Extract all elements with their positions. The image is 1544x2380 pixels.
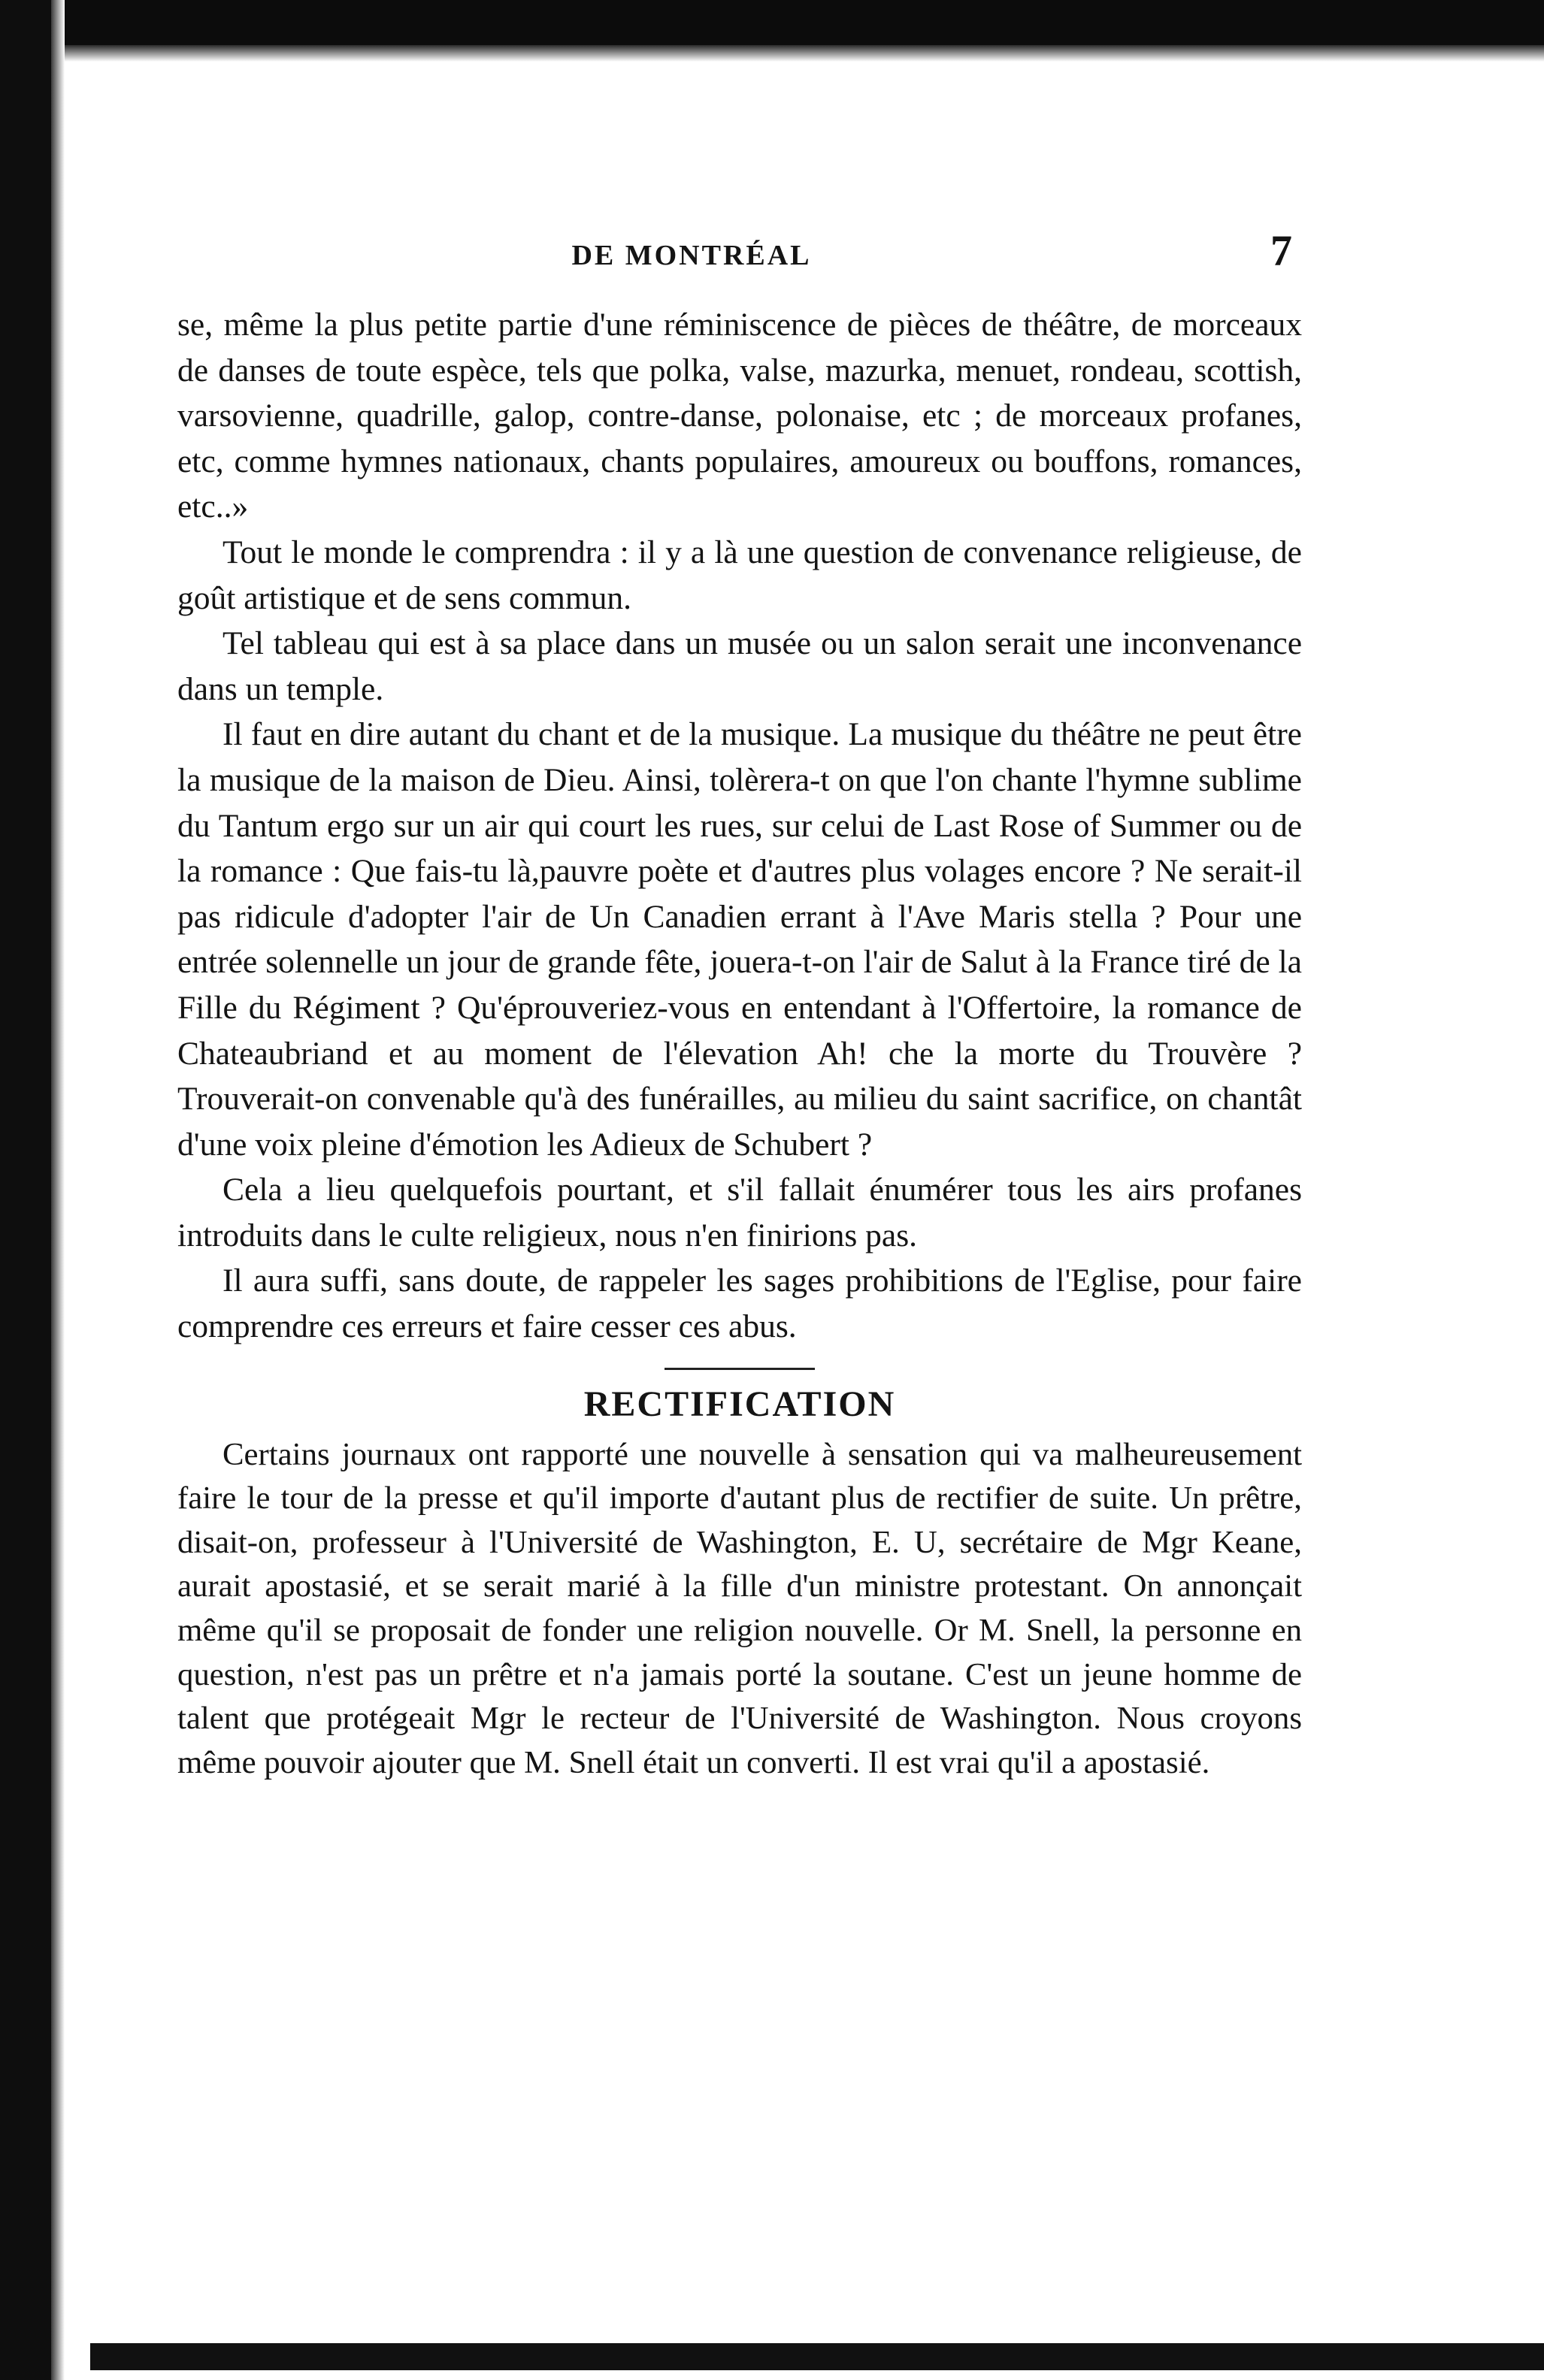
paragraph-continued: se, même la plus petite partie d'une réminiscence de pièces de théâtre, de morceaux de danses de toute espèce, tels que polka, valse, mazurka, menuet, rondeau, scottish, varsovienne, quadrille, galop, contre-danse, polonaise, etc ; de morceaux profanes, etc, comme hymnes nationaux, chants populaires, amoureux ou bouffons, romances, etc..»	[177, 307, 1302, 525]
paragraph: Cela a lieu quelquefois pourtant, et s'il fallait énumérer tous les airs profanes introduits dans le culte religieux, nous n'en finirions pas.	[177, 1172, 1302, 1254]
section-title: RECTIFICATION	[583, 1384, 896, 1424]
scan-left-border	[0, 0, 51, 2380]
running-header: DE MONTRÉAL	[571, 240, 812, 271]
paragraph: Il faut en dire autant du chant et de la musique. La musique du théâtre ne peut être la musique de la maison de Dieu. Ainsi, tolèrera-t on que l'on chante l'hymne sublime du Tantum ergo sur un air qui court les rues, sur celui de Last Rose of Summer ou de la romance : Que fais-tu là,pauvre poète et d'autres plus volages encore ? Ne serait-il pas ridicule d'adopter l'air de Un Canadien errant à l'Ave Maris stella ? Pour une entrée solennelle un jour de grande fête, jouera-t-on l'air de Salut à la France tiré de la Fille du Régiment ? Qu'éprouveriez-vous en entendant à l'Offertoire, la romance de Chateaubriand et au moment de l'élevation Ah! che la morte du Trouvère ? Trouverait-on convenable qu'à des funérailles, au milieu du saint sacrifice, on chantât d'une voix pleine d'émotion les Adieux de Schubert ?	[177, 716, 1302, 1163]
scan-bottom-border	[90, 2343, 1544, 2370]
paragraph: Tel tableau qui est à sa place dans un musée ou un salon serait une inconvenance dans un temple.	[177, 625, 1302, 707]
page-body	[177, 302, 1302, 1785]
section-paragraph: Certains journaux ont rapporté une nouvelle à sensation qui va malheureusement faire le tour de la presse et qu'il importe d'autant plus de rectifier de suite. Un prêtre, disait-on, professeur à l'Université de Washington, E. U, secrétaire de Mgr Keane, aurait apostasié, et se serait marié à la fille d'un ministre protestant. On annonçait même qu'il se proposait de fonder une religion nouvelle. Or M. Snell, la personne en question, n'est pas un prêtre et n'a jamais porté la soutane. C'est un jeune homme de talent que protégeait Mgr le recteur de l'Université de Washington. Nous croyons même pouvoir ajouter que M. Snell était un converti. Il est vrai qu'il a apostasié.	[177, 1436, 1302, 1780]
paragraph: Tout le monde le comprendra : il y a là une question de convenance religieuse, de goût artistique et de sens commun.	[177, 534, 1302, 616]
page-number: 7	[1270, 226, 1292, 275]
scan-top-border	[0, 0, 1544, 45]
section-divider	[665, 1368, 815, 1370]
paragraph: Il aura suffi, sans doute, de rappeler les sages prohibitions de l'Eglise, pour faire comprendre ces erreurs et faire cesser ces abus.	[177, 1263, 1302, 1345]
